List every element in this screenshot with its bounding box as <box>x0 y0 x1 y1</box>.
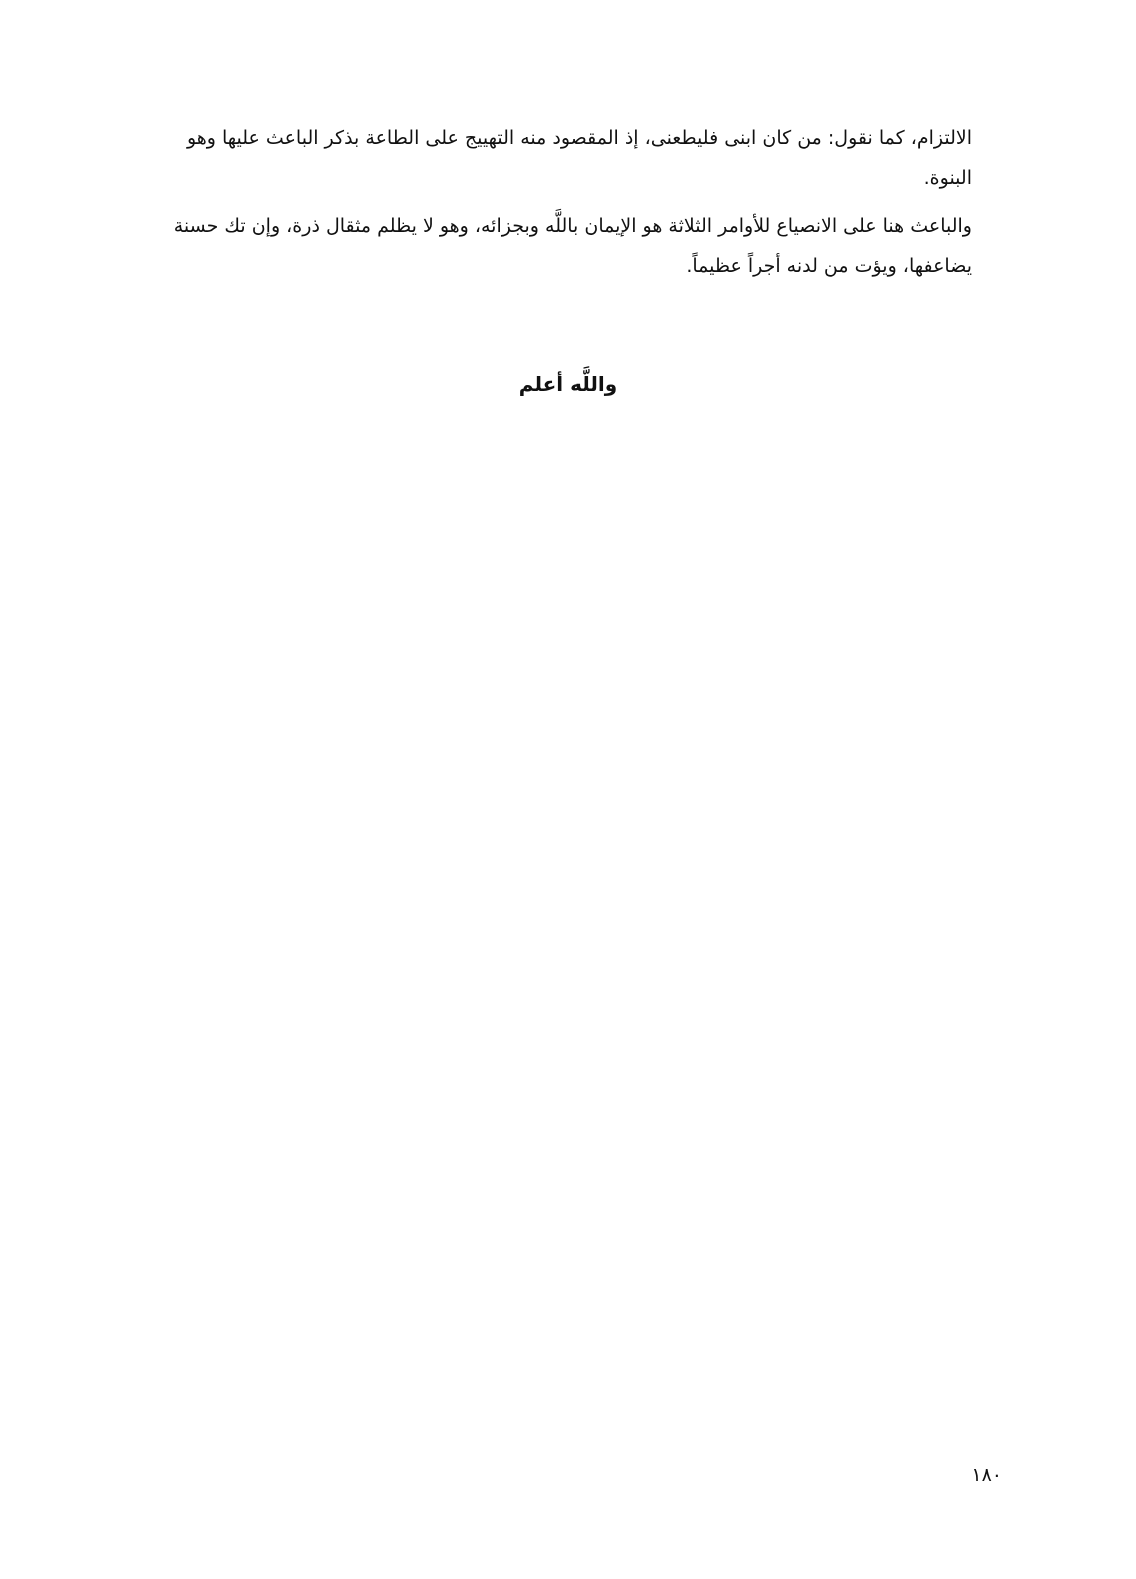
closing-phrase: واللَّه أعلم <box>518 372 618 396</box>
page-number: ١٨٠ <box>971 1464 1002 1486</box>
body-text <box>148 118 972 294</box>
paragraph: والباعث هنا على الانصياع للأوامر الثلاثة هو الإيمان باللَّه وبجزائه، وهو لا يظلم مثقال ذرة، وإن تك حسنة يضاعفها، ويؤت من لدنه أجراً عظيماً. <box>173 215 972 277</box>
paragraph: الالتزام، كما نقول: من كان ابنى فليطعنى، إذ المقصود منه التهييج على الطاعة بذكر الباعث عليها وهو البنوة. <box>186 127 972 189</box>
